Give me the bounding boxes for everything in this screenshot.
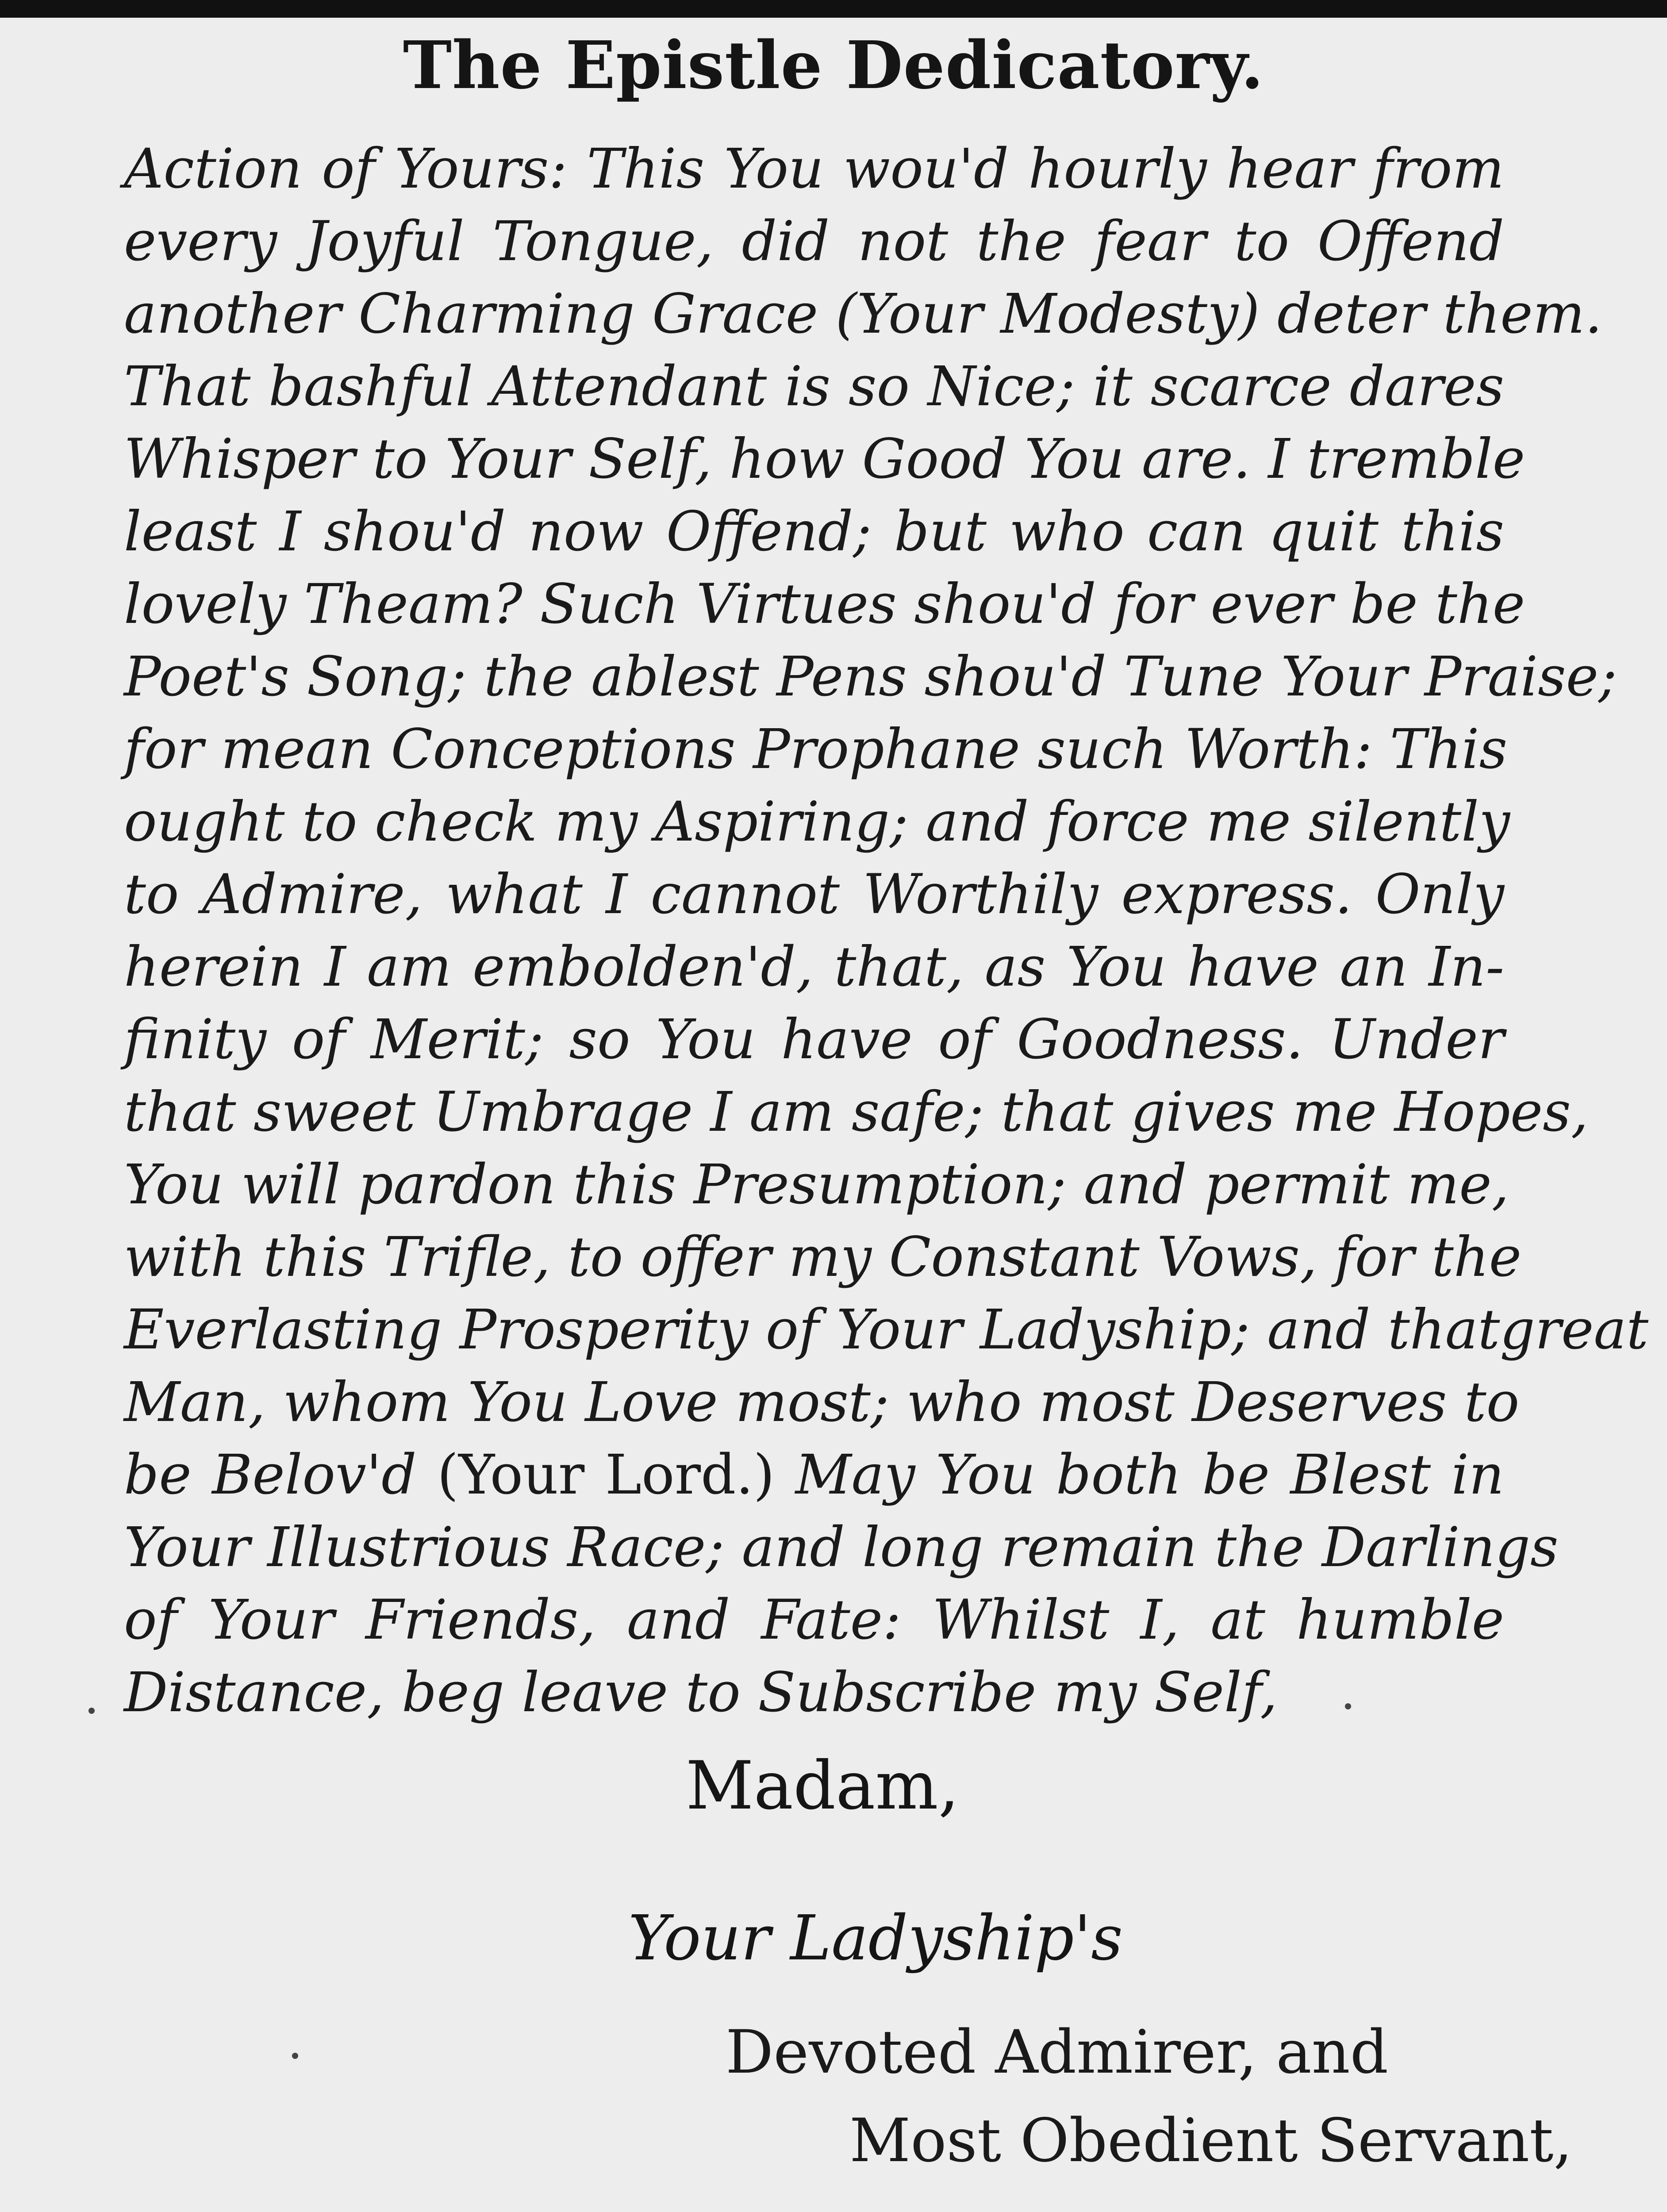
ink-speck [1345, 1703, 1351, 1709]
body-line: You will pardon this Presumption; and permit me, [124, 1153, 1510, 1217]
body-line: with this Trifle, to offer my Constant Vows, for the [124, 1225, 1522, 1289]
body-line-part: May You both be Blest in [775, 1443, 1504, 1507]
body-line: ought to check my Aspiring; and force me silently [124, 790, 1510, 854]
body-line: Man, whom You Love most; who most Deserves to [124, 1371, 1520, 1434]
body-line: for mean Conceptions Prophane such Worth: This [124, 718, 1508, 781]
body-line: herein I am embolden'd, that, as You have an In- [124, 935, 1504, 999]
body-line: lovely Theam? Such Virtues shou'd for ever be the [124, 572, 1525, 636]
closing-address: Your Ladyship's [628, 1902, 1123, 1974]
body-line: of Your Friends, and Fate: Whilst I, at humble [124, 1588, 1504, 1652]
body-line: Your Illustrious Race; and long remain the Darlings [124, 1516, 1559, 1579]
body-line: That bashful Attendant is so Nice; it scarce dares [124, 355, 1504, 419]
salutation: Madam, [686, 1747, 960, 1824]
ink-speck [88, 1708, 95, 1714]
body-line: least I shou'd now Offend; but who can quit this [124, 500, 1504, 564]
body-line: every Joyful Tongue, did not the fear to Offend [124, 210, 1504, 273]
body-line: Everlasting Prosperity of Your Ladyship; and thatgreat [124, 1298, 1649, 1362]
closing-line: Most Obedient Servant, [849, 2106, 1573, 2175]
running-header: The Epistle Dedicatory. [403, 27, 1264, 104]
body-line: finity of Merit; so You have of Goodness. Under [124, 1008, 1504, 1071]
ink-speck [292, 2053, 298, 2059]
page-top-edge [0, 0, 1667, 18]
dedication-body [124, 133, 1649, 1729]
closing-line: Devoted Admirer, and [726, 2017, 1389, 2087]
body-line: Whisper to Your Self, how Good You are. I tremble [124, 427, 1525, 491]
body-line: another Charming Grace (Your Modesty) deter them. [124, 282, 1602, 346]
body-line-part: be Belov'd [124, 1443, 437, 1507]
body-line: Poet's Song; the ablest Pens shou'd Tune Your Praise; [124, 645, 1617, 709]
body-line: Action of Yours: This You wou'd hourly hear from [124, 137, 1504, 201]
body-line-roman-part: (Your Lord.) [437, 1443, 775, 1507]
body-line: to Admire, what I cannot Worthily express. Only [124, 863, 1504, 926]
body-line-mixed [124, 1439, 1504, 1511]
body-line: Distance, beg leave to Subscribe my Self, [124, 1661, 1278, 1724]
body-line: that sweet Umbrage I am safe; that gives me Hopes, [124, 1080, 1589, 1144]
